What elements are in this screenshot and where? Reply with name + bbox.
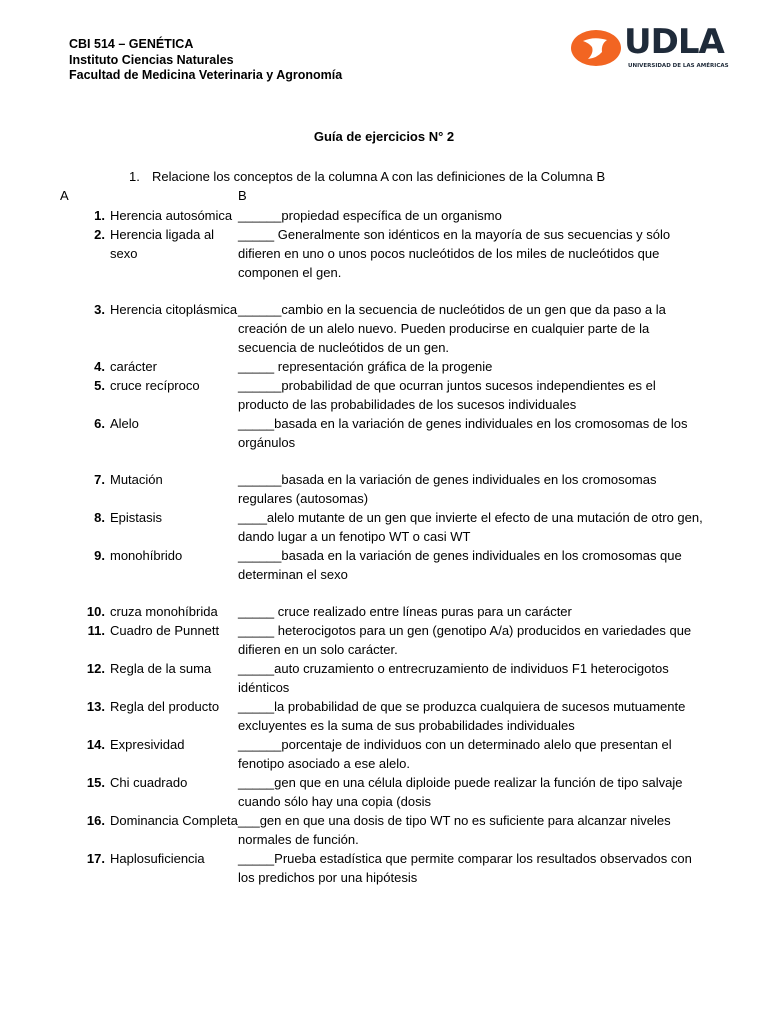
item-number: 5. (94, 378, 105, 393)
item-number: 1. (94, 208, 105, 223)
item-definition: ______probabilidad de que ocurran juntos sucesos independientes es el producto de las probabilidades de los sucesos individuales (238, 378, 656, 412)
item-number: 8. (94, 510, 105, 525)
page-title: Guía de ejercicios N° 2 (313, 129, 455, 144)
item-number: 4. (94, 359, 105, 374)
matching-list (80, 206, 720, 887)
list-item (80, 225, 720, 282)
item-concept: cruce recíproco (110, 378, 200, 393)
item-definition: _____ cruce realizado entre líneas puras para un carácter (238, 604, 572, 619)
item-concept: Regla de la suma (110, 661, 212, 676)
item-number: 2. (94, 227, 105, 242)
item-concept: Chi cuadrado (110, 775, 188, 790)
faculty-name: Facultad de Medicina Veterinaria y Agronomía (69, 68, 343, 82)
item-definition: _____la probabilidad de que se produzca cualquiera de sucesos mutuamente excluyentes es la suma de sus probabilidades individuales (238, 699, 686, 733)
institute-name: Instituto Ciencias Naturales (69, 52, 234, 67)
item-number: 9. (94, 548, 105, 563)
item-concept: Herencia autosómica (110, 208, 233, 223)
item-concept: Haplosuficiencia (110, 851, 205, 866)
list-item (80, 470, 720, 508)
item-number: 16. (86, 813, 105, 828)
list-item (80, 376, 720, 414)
list-item (80, 811, 720, 849)
item-definition: _____Prueba estadística que permite comparar los resultados observados con los predichos por una hipótesis (238, 851, 692, 885)
item-concept: Mutación (110, 472, 163, 487)
list-item (80, 602, 720, 621)
item-definition: ______propiedad específica de un organismo (238, 208, 502, 223)
column-a-header: A (60, 188, 69, 203)
item-definition: ______porcentaje de individuos con un determinado alelo que presentan el fenotipo asociado a ese alelo. (238, 737, 672, 771)
item-number: 10. (86, 604, 105, 619)
list-item (80, 621, 720, 659)
item-concept: carácter (110, 359, 157, 374)
list-item (80, 773, 720, 811)
column-b-header: B (238, 188, 247, 203)
list-item (80, 508, 720, 546)
item-concept: Dominancia Completa (110, 813, 238, 828)
item-definition: _____basada en la variación de genes individuales en los cromosomas de los orgánulos (238, 416, 688, 450)
list-item (80, 206, 720, 225)
question-text: Relacione los conceptos de la columna A con las definiciones de la Columna B (152, 169, 606, 184)
course-code: CBI 514 – GENÉTICA (69, 37, 194, 51)
item-number: 3. (94, 302, 105, 317)
item-definition: _____auto cruzamiento o entrecruzamiento de individuos F1 heterocigotos idénticos (238, 661, 669, 695)
list-item (80, 735, 720, 773)
udla-emblem-icon (570, 27, 624, 69)
list-item (80, 849, 720, 887)
item-number: 11. (87, 623, 105, 638)
udla-subtitle: UNIVERSIDAD DE LAS AMÉRICAS (628, 63, 729, 69)
udla-logo (570, 22, 729, 73)
item-concept: Alelo (110, 416, 139, 431)
item-number: 6. (94, 416, 105, 431)
list-item (80, 659, 720, 697)
list-item (80, 300, 720, 357)
item-definition: ______basada en la variación de genes individuales en los cromosomas regulares (autosomas) (238, 472, 657, 506)
item-definition: _____gen que en una célula diploide puede realizar la función de tipo salvaje cuando sólo hay una copia (dosis (238, 775, 683, 809)
item-concept: cruza monohíbrida (110, 604, 218, 619)
list-item (80, 414, 720, 452)
item-definition: ___gen en que una dosis de tipo WT no es suficiente para alcanzar niveles normales de función. (238, 813, 671, 847)
question-prompt (129, 169, 605, 184)
question-number: 1. (129, 169, 140, 184)
item-number: 17. (86, 851, 105, 866)
item-definition: ____alelo mutante de un gen que invierte el efecto de una mutación de otro gen, dando lugar a un fenotipo WT o casi WT (238, 510, 703, 544)
item-number: 12. (86, 661, 105, 676)
document-header (69, 37, 342, 84)
list-item (80, 697, 720, 735)
item-concept: Herencia ligada al sexo (110, 227, 215, 261)
item-concept: Epistasis (110, 510, 163, 525)
item-definition: ______basada en la variación de genes individuales en los cromosomas que determinan el sexo (238, 548, 682, 582)
list-item (80, 357, 720, 376)
item-number: 13. (86, 699, 105, 714)
item-concept: Cuadro de Punnett (110, 623, 220, 638)
item-concept: Regla del producto (110, 699, 220, 714)
list-item (80, 546, 720, 584)
item-number: 7. (94, 472, 105, 487)
item-number: 14. (86, 737, 105, 752)
item-concept: Expresividad (110, 737, 185, 752)
item-concept: monohíbrido (110, 548, 183, 563)
item-definition: _____ representación gráfica de la progenie (238, 359, 493, 374)
item-definition: _____ Generalmente son idénticos en la mayoría de sus secuencias y sólo difieren en uno o unos pocos nucleótidos de los miles de nucleótidos que componen el gen. (238, 227, 671, 280)
item-concept: Herencia citoplásmica (110, 302, 238, 317)
item-definition: ______cambio en la secuencia de nucleótidos de un gen que da paso a la creación de un alelo nuevo. Pueden producirse en cualquier parte de la secuencia de nucleótidos de un gen. (238, 302, 666, 355)
item-number: 15. (86, 775, 105, 790)
item-definition: _____ heterocigotos para un gen (genotipo A/a) producidos en variedades que difieren en un solo carácter. (238, 623, 692, 657)
udla-wordmark: UDLA (624, 22, 724, 62)
